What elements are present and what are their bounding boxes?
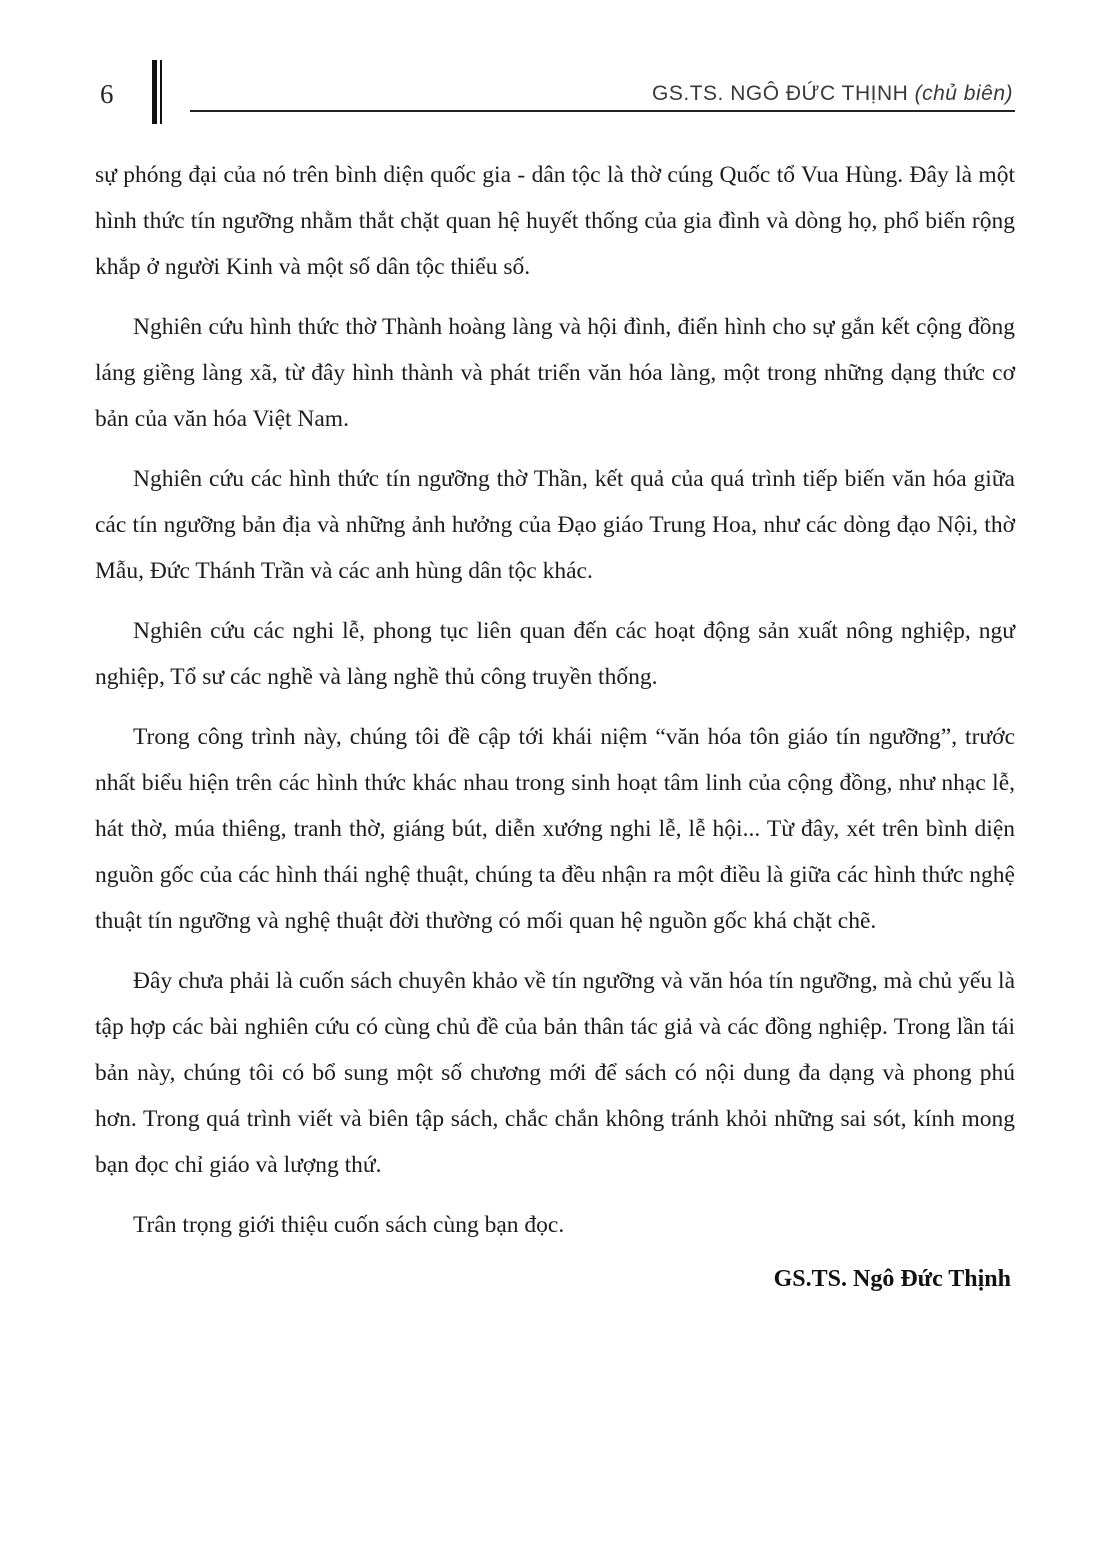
- paragraph: Đây chưa phải là cuốn sách chuyên khảo về tín ngưỡng và văn hóa tín ngưỡng, mà chủ yếu là tập hợp các bài nghiên cứu có cùng chủ đề của bản thân tác giả và các đồng nghiệp. Trong lần tái bản này, chúng tôi có bổ sung một số chương mới để sách có nội dung đa dạng và phong phú hơn. Trong quá trình viết và biên tập sách, chắc chắn không tránh khỏi những sai sót, kính mong bạn đọc chỉ giáo và lượng thứ.: [95, 968, 1015, 1178]
- paragraph: Nghiên cứu các nghi lễ, phong tục liên quan đến các hoạt động sản xuất nông nghiệp, ngư nghiệp, Tổ sư các nghề và làng nghề thủ công truyền thống.: [95, 618, 1015, 690]
- paragraph: Nghiên cứu hình thức thờ Thành hoàng làng và hội đình, điển hình cho sự gắn kết cộng đồng láng giềng làng xã, từ đây hình thành và phát triển văn hóa làng, một trong những dạng thức cơ bản của văn hóa Việt Nam.: [95, 314, 1015, 432]
- paragraph: Nghiên cứu các hình thức tín ngưỡng thờ Thần, kết quả của quá trình tiếp biến văn hóa giữa các tín ngưỡng bản địa và những ảnh hưởng của Đạo giáo Trung Hoa, như các dòng đạo Nội, thờ Mẫu, Đức Thánh Trần và các anh hùng dân tộc khác.: [95, 466, 1015, 584]
- author-signature: GS.TS. Ngô Đức Thịnh: [773, 1266, 1011, 1292]
- page-header: [95, 58, 1015, 122]
- page-body: [95, 152, 1015, 1293]
- running-title-role: (chủ biên): [914, 82, 1013, 105]
- paragraph: Trong công trình này, chúng tôi đề cập tới khái niệm “văn hóa tôn giáo tín ngưỡng”, trước nhất biểu hiện trên các hình thức khác nhau trong sinh hoạt tâm linh của cộng đồng, như nhạc lễ, hát thờ, múa thiêng, tranh thờ, giáng bút, diễn xướng nghi lễ, lễ hội... Từ đây, xét trên bình diện nguồn gốc của các hình thái nghệ thuật, chúng ta đều nhận ra một điều là giữa các hình thức nghệ thuật tín ngưỡng và nghệ thuật đời thường có mối quan hệ nguồn gốc khá chặt chẽ.: [95, 724, 1015, 934]
- header-bar-thin: [160, 60, 162, 124]
- page-number: 6: [100, 79, 114, 109]
- running-title-name: GS.TS. NGÔ ĐỨC THỊNH: [652, 82, 915, 105]
- running-title: [652, 82, 1013, 106]
- paragraph: Trân trọng giới thiệu cuốn sách cùng bạn đọc.: [133, 1212, 565, 1238]
- header-rule: [190, 110, 1015, 112]
- header-bar-thick: [152, 60, 157, 124]
- header-divider-bars: [152, 60, 164, 124]
- paragraph: sự phóng đại của nó trên bình diện quốc gia - dân tộc là thờ cúng Quốc tổ Vua Hùng. Đây là một hình thức tín ngưỡng nhằm thắt chặt quan hệ huyết thống của gia đình và dòng họ, phổ biến rộng khắp ở người Kinh và một số dân tộc thiểu số.: [95, 162, 1015, 280]
